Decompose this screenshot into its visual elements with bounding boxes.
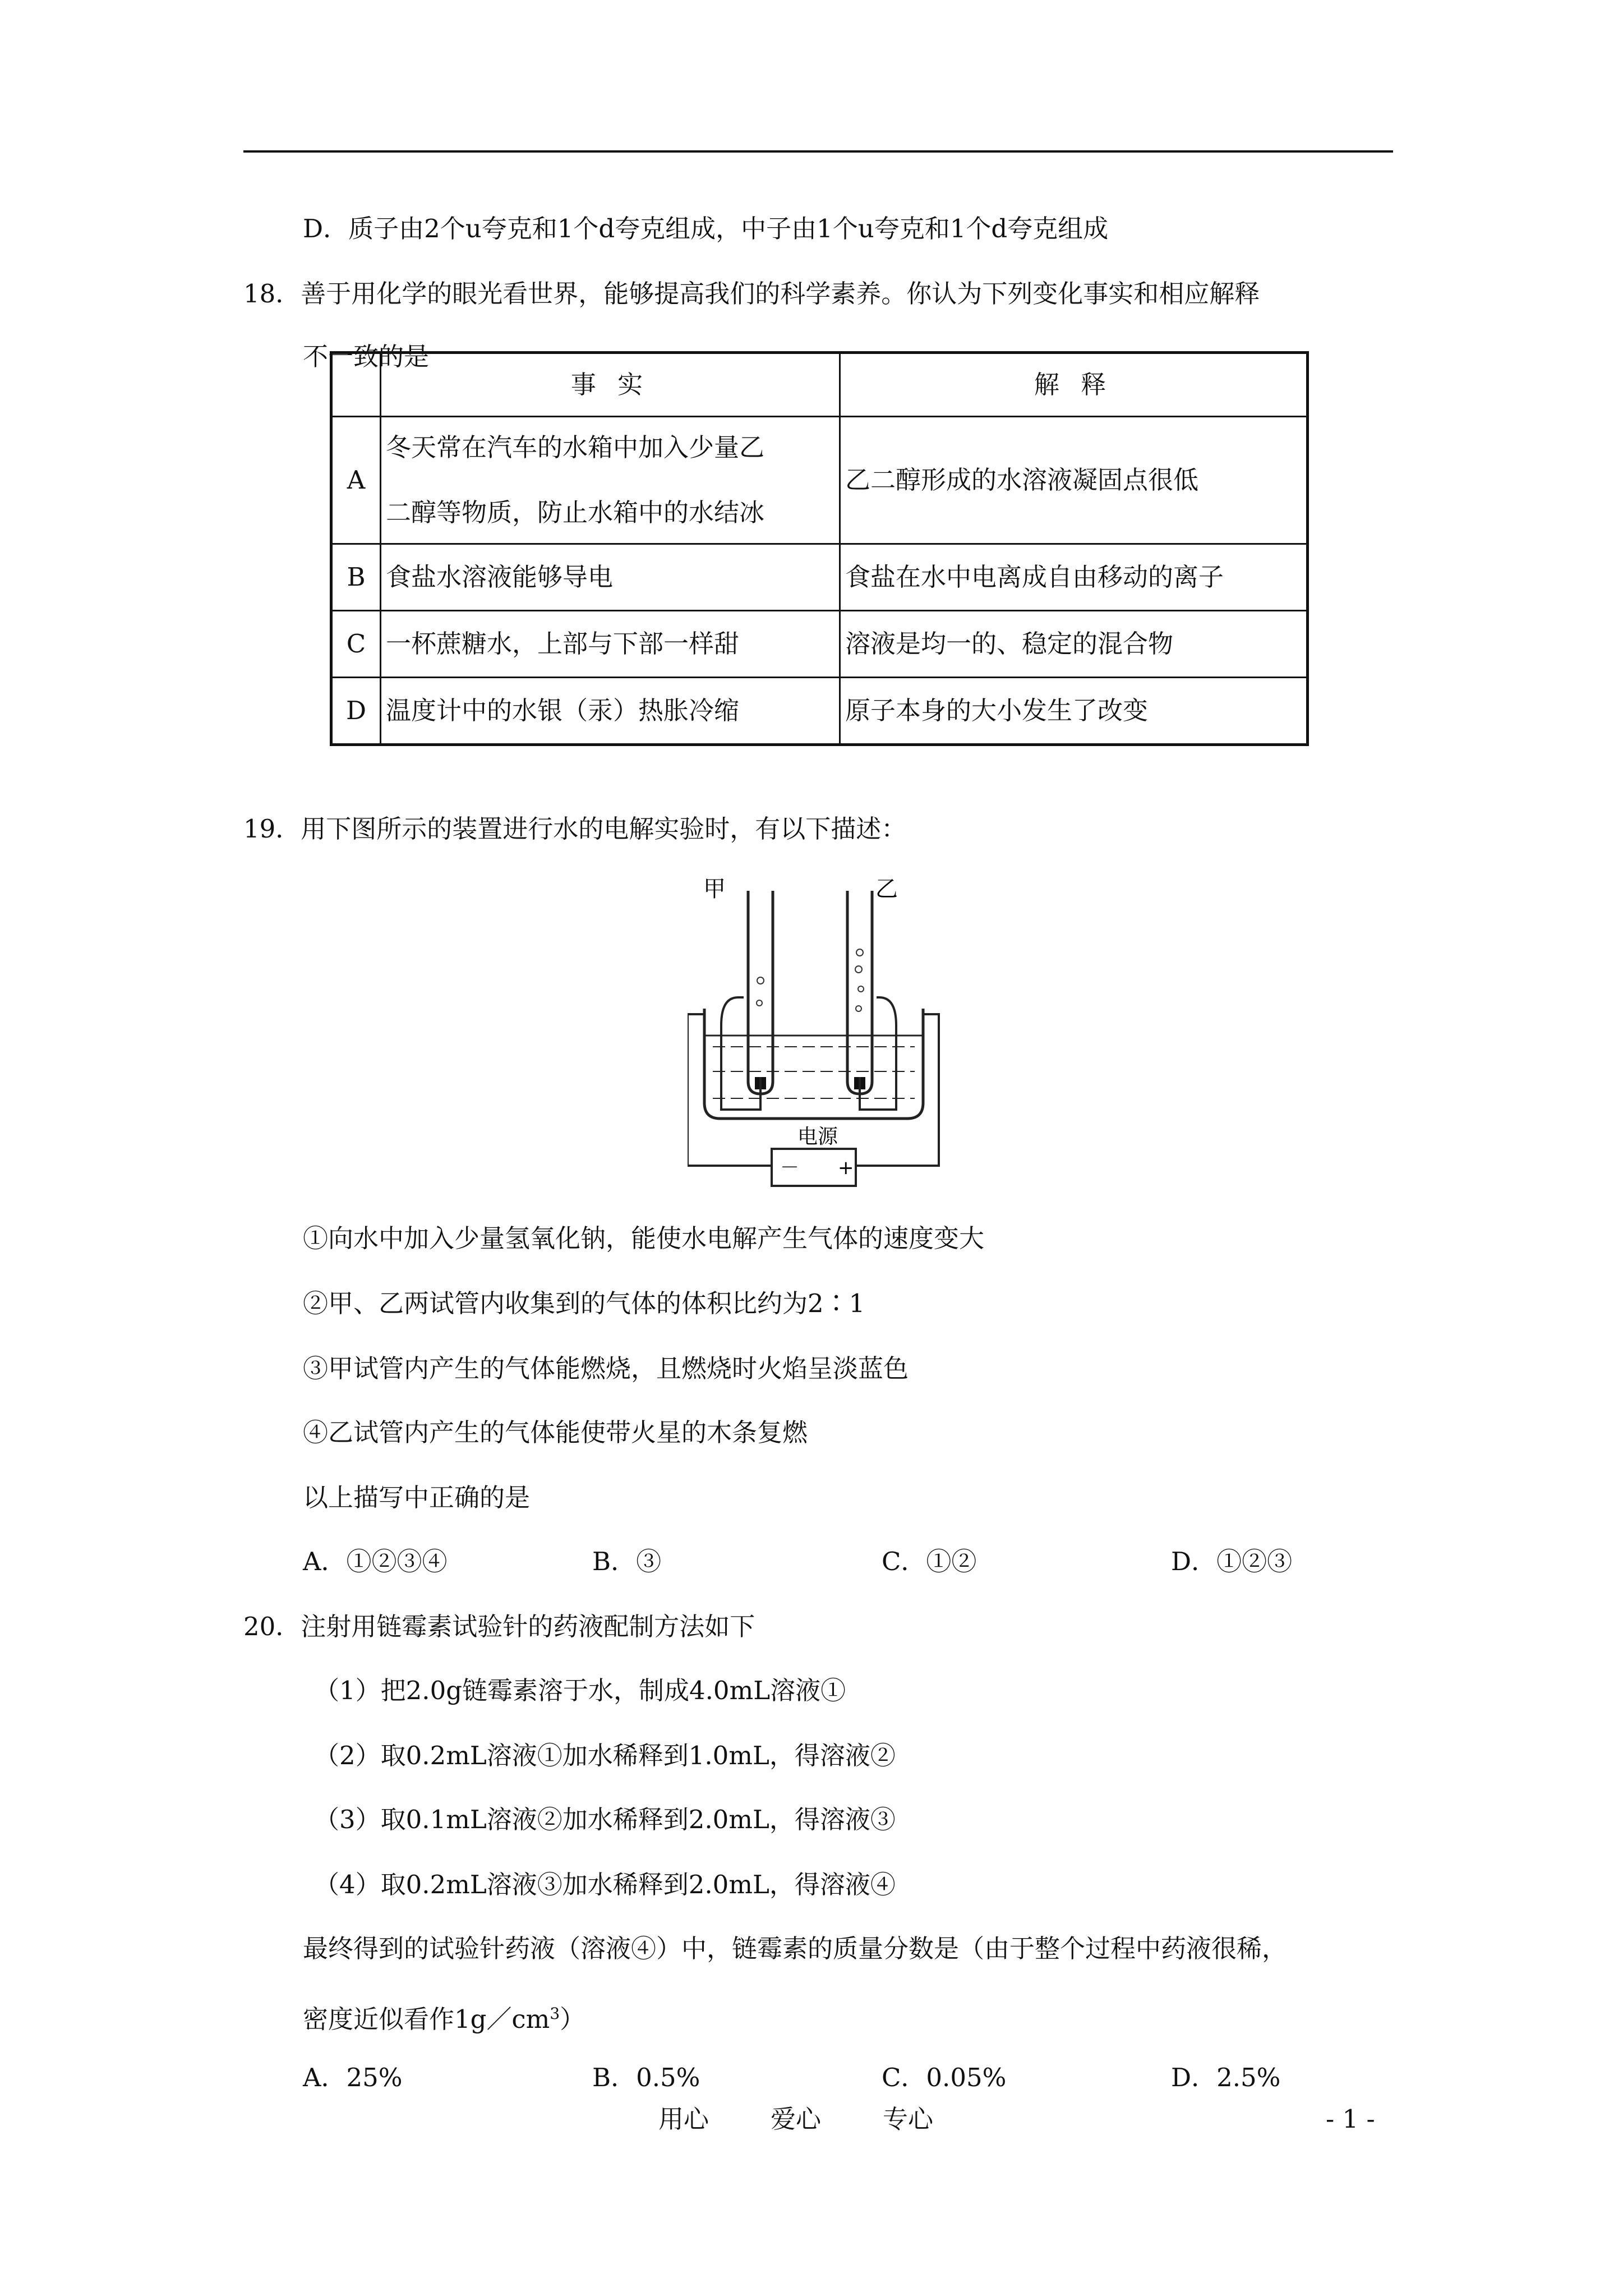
table-row [331,678,1308,745]
option-d: D．①②③ [1171,1547,1293,1576]
q19-statement-4: ④乙试管内产生的气体能使带火星的木条复燃 [303,1418,808,1447]
wire-to-negative [688,1014,772,1166]
footer-text-3: 专心 [883,2104,934,2134]
beaker [704,1009,923,1119]
q19-statement-3: ③甲试管内产生的气体能燃烧，且燃烧时火焰呈淡蓝色 [303,1354,909,1383]
q20-question-line2 [303,1997,585,2036]
q19-stem: 19．用下图所示的装置进行水的电解实验时，有以下描述： [243,814,907,844]
bubble [856,949,863,956]
option-c: C．①② [882,1547,977,1576]
row-explanation: 乙二醇形成的水溶液凝固点很低 [840,417,1308,544]
superscript: 3 [550,2004,560,2023]
option-c: C．0.05% [882,2063,1007,2092]
bubble [858,986,864,992]
tube-left [748,891,773,1094]
option-a: A．25% [303,2063,403,2092]
footer-text-1: 用心 [658,2104,709,2134]
row-label: A [331,417,381,544]
header-rule [243,150,1393,153]
q20-question-line1: 最终得到的试验针药液（溶液④）中，链霉素的质量分数是（由于整个过程中药液很稀， [303,1934,1288,1963]
tube-right [847,891,872,1094]
option-b: B．0.5% [592,2063,700,2092]
page-number: - 1 - [1326,2104,1375,2134]
q18-stem-line1: 18．善于用化学的眼光看世界，能够提高我们的科学素养。你认为下列变化事实和相应解释 [243,279,1260,309]
row-fact: 温度计中的水银（汞）热胀冷缩 [381,678,840,745]
negative-terminal: － [780,1157,799,1179]
q20-step-3: （3）取0.1mL溶液②加水稀释到2.0mL，得溶液③ [314,1805,896,1834]
q20-question-text: 密度近似看作1g／cm [303,2004,550,2034]
row-label: B [331,544,381,611]
table-header-row [331,353,1308,417]
q18-stem-line2: 不一致的是 [303,342,430,371]
q20-question-close: ） [560,2004,585,2034]
q20-step-4: （4）取0.2mL溶液③加水稀释到2.0mL，得溶液④ [314,1870,896,1899]
q17-option-d: D．质子由2个u夸克和1个d夸克组成，中子由1个u夸克和1个d夸克组成 [303,214,1109,243]
q20-step-2: （2）取0.2mL溶液①加水稀释到1.0mL，得溶液② [314,1741,896,1770]
tube-left-label: 甲 [703,876,726,902]
option-a: A．①②③④ [303,1547,448,1576]
option-d: D．2.5% [1171,2063,1281,2092]
q20-stem: 20．注射用链霉素试验针的药液配制方法如下 [243,1612,755,1641]
row-explanation: 原子本身的大小发生了改变 [840,678,1308,745]
q18-table [330,351,1309,746]
header-fact: 事 实 [381,353,840,417]
header-empty-cell [331,353,381,417]
row-explanation: 食盐在水中电离成自由移动的离子 [840,544,1308,611]
row-fact [381,417,840,544]
row-explanation: 溶液是均一的、稳定的混合物 [840,611,1308,678]
positive-terminal: + [838,1157,854,1179]
bubble [855,966,862,973]
bubble [757,977,764,984]
power-label: 电源 [797,1125,838,1148]
option-b: B．③ [592,1547,662,1576]
q19-statement-2: ②甲、乙两试管内收集到的气体的体积比约为2∶1 [303,1289,865,1318]
q20-step-1: （1）把2.0g链霉素溶于水，制成4.0mL溶液① [314,1676,846,1705]
row-fact-line: 二醇等物质，防止水箱中的水结冰 [386,498,765,527]
table-row [331,611,1308,678]
q19-statement-1: ①向水中加入少量氢氧化钠，能使水电解产生气体的速度变大 [303,1223,985,1253]
electrolysis-diagram [688,868,940,1188]
bubble [757,1000,762,1006]
row-fact: 食盐水溶液能够导电 [381,544,840,611]
row-fact: 一杯蔗糖水，上部与下部一样甜 [381,611,840,678]
row-label: D [331,678,381,745]
table-row [331,417,1308,544]
q19-prompt: 以上描写中正确的是 [303,1483,531,1512]
bubble [856,1006,861,1011]
table-row [331,544,1308,611]
row-fact-line: 冬天常在汽车的水箱中加入少量乙 [386,432,765,462]
tube-right-label: 乙 [875,876,898,902]
footer-text-2: 爱心 [771,2104,822,2134]
row-label: C [331,611,381,678]
header-explanation: 解 释 [840,353,1308,417]
